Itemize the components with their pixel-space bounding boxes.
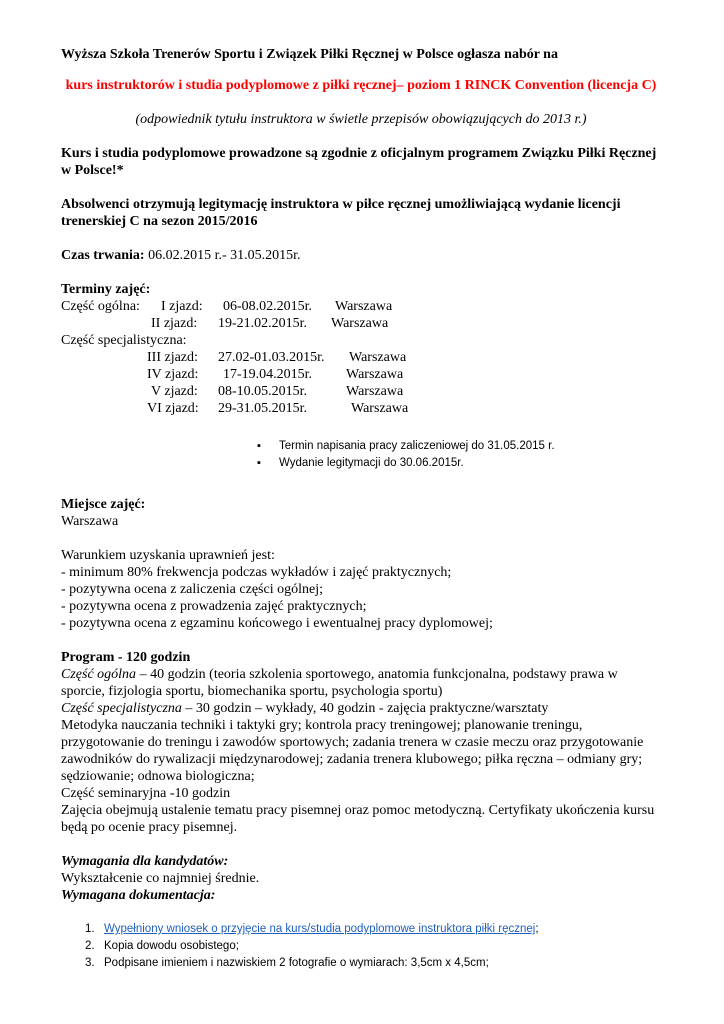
list-item [85,938,661,955]
schedule-table [61,298,661,418]
conditions-heading: Warunkiem uzyskania uprawnień jest: [61,548,275,563]
duration [61,247,661,264]
list-item: ▪ Termin napisania pracy zaliczeniowej do 31.05.2015 r. [257,438,661,455]
schedule-dates: 06-08.02.2015r. [223,299,313,314]
program-general [61,666,661,700]
application-form-link[interactable]: Wypełniony wniosek o przyjęcie na kurs/studia podyplomowe instruktora piłki ręcznej [104,923,536,935]
schedule-dates: 27.02-01.03.2015r. [218,350,325,365]
list-number: 2. [85,940,95,952]
list-text: Kopia dowodu osobistego; [104,940,239,952]
schedule-dates: 29-31.05.2015r. [218,401,308,416]
condition-item: - pozytywna ocena z prowadzenia zajęć praktycznych; [61,599,367,614]
schedule-heading: Terminy zajęć: [61,282,151,297]
schedule-zjazd: III zjazd: [147,350,198,365]
list-number: 1. [85,923,95,935]
schedule-dates: 17-19.04.2015r. [223,367,313,382]
general-part-label: Część ogólna: [61,299,140,314]
schedule-zjazd: IV zjazd: [147,367,199,382]
schedule-city: Warszawa [349,350,407,365]
duration-value: 06.02.2015 r.- 31.05.2015r. [144,248,301,263]
program-heading: Program - 120 godzin [61,650,191,665]
schedule-city: Warszawa [346,384,404,399]
schedule-city: Warszawa [335,299,393,314]
schedule-zjazd: VI zjazd: [147,401,199,416]
schedule-city: Warszawa [351,401,409,416]
program-special-text: – 30 godzin – wykłady, 40 godzin - zajęcia praktyczne/warsztaty [181,701,549,716]
equivalent-note: (odpowiednik tytułu instruktora w świetle przepisów obowiązujących do 2013 r.) [135,112,587,127]
list-item [85,955,661,972]
intro-text: Wyższa Szkoła Trenerów Sportu i Związek Piłki Ręcznej w Polsce ogłasza nabór na [61,47,558,62]
list-item: ▪ Wydanie legitymacji do 30.06.2015r. [257,455,661,472]
graduates-statement: Absolwenci otrzymują legitymację instruktora w piłce ręcznej umożliwiającą wydanie licencji trenerskiej C na sezon 2015/2016 [61,197,621,229]
program-special-label: Część specjalistyczna [61,701,182,716]
duration-label: Czas trwania: [61,248,145,263]
schedule-zjazd: II zjazd: [151,316,198,331]
schedule-dates: 08-10.05.2015r. [218,384,308,399]
program-compliance: Kurs i studia podyplomowe prowadzone są zgodnie z oficjalnym programem Związku Piłki Ręcznej w Polsce!* [61,146,657,178]
requirements-heading: Wymagania dla kandydatów: [61,854,229,869]
document-page [61,46,661,972]
program-special-details: Metodyka nauczania techniki i taktyki gry; kontrola pracy treningowej; planowanie treningu, przygotowanie do treningu i zawodów sportowych; zadania trenera w czasie meczu oraz przygotowanie zawodników do rywalizacji międzynarodowej; zadania trenera klubowego; piłka ręczna – odmiany gry; sędziowanie; odnowa biologiczna; [61,718,644,784]
course-title: kurs instruktorów i studia podyplomowe z piłki ręcznej– poziom 1 RINCK Convention (licencja C) [65,78,657,93]
program-general-label: Część ogólna [61,667,137,682]
condition-item: - pozytywna ocena z egzaminu końcowego i ewentualnej pracy dyplomowej; [61,616,493,631]
schedule-city: Warszawa [346,367,404,382]
schedule-notes [61,438,661,472]
list-number: 3. [85,957,95,969]
docs-list [61,921,661,972]
program-seminar: Część seminaryjna -10 godzin [61,786,231,801]
schedule-city: Warszawa [331,316,389,331]
condition-item: - pozytywna ocena z zaliczenia części ogólnej; [61,582,323,597]
program-special [61,700,661,717]
list-suffix: ; [535,923,539,935]
schedule-zjazd: I zjazd: [161,299,203,314]
place-heading: Miejsce zajęć: [61,497,146,512]
special-part-label: Część specjalistyczna: [61,333,187,348]
place-value: Warszawa [61,514,119,529]
list-item [85,921,661,938]
program-general-text: – 40 godzin (teoria szkolenia sportowego, anatomia funkcjonalna, podstawy prawa w sporcie, fizjologia sportu, biomechanika sportu, psychologia sportu) [61,667,618,699]
schedule-zjazd: V zjazd: [151,384,198,399]
program-seminar-details: Zajęcia obejmują ustalenie tematu pracy pisemnej oraz pomoc metodyczną. Certyfikaty ukończenia kursu będą po ocenie pracy pisemnej. [61,803,655,835]
docs-heading: Wymagana dokumentacja: [61,888,216,903]
list-text: Podpisane imieniem i nazwiskiem 2 fotografie o wymiarach: 3,5cm x 4,5cm; [104,957,489,969]
schedule-dates: 19-21.02.2015r. [218,316,308,331]
condition-item: - minimum 80% frekwencja podczas wykładów i zajęć praktycznych; [61,565,452,580]
requirements-value: Wykształcenie co najmniej średnie. [61,871,260,886]
